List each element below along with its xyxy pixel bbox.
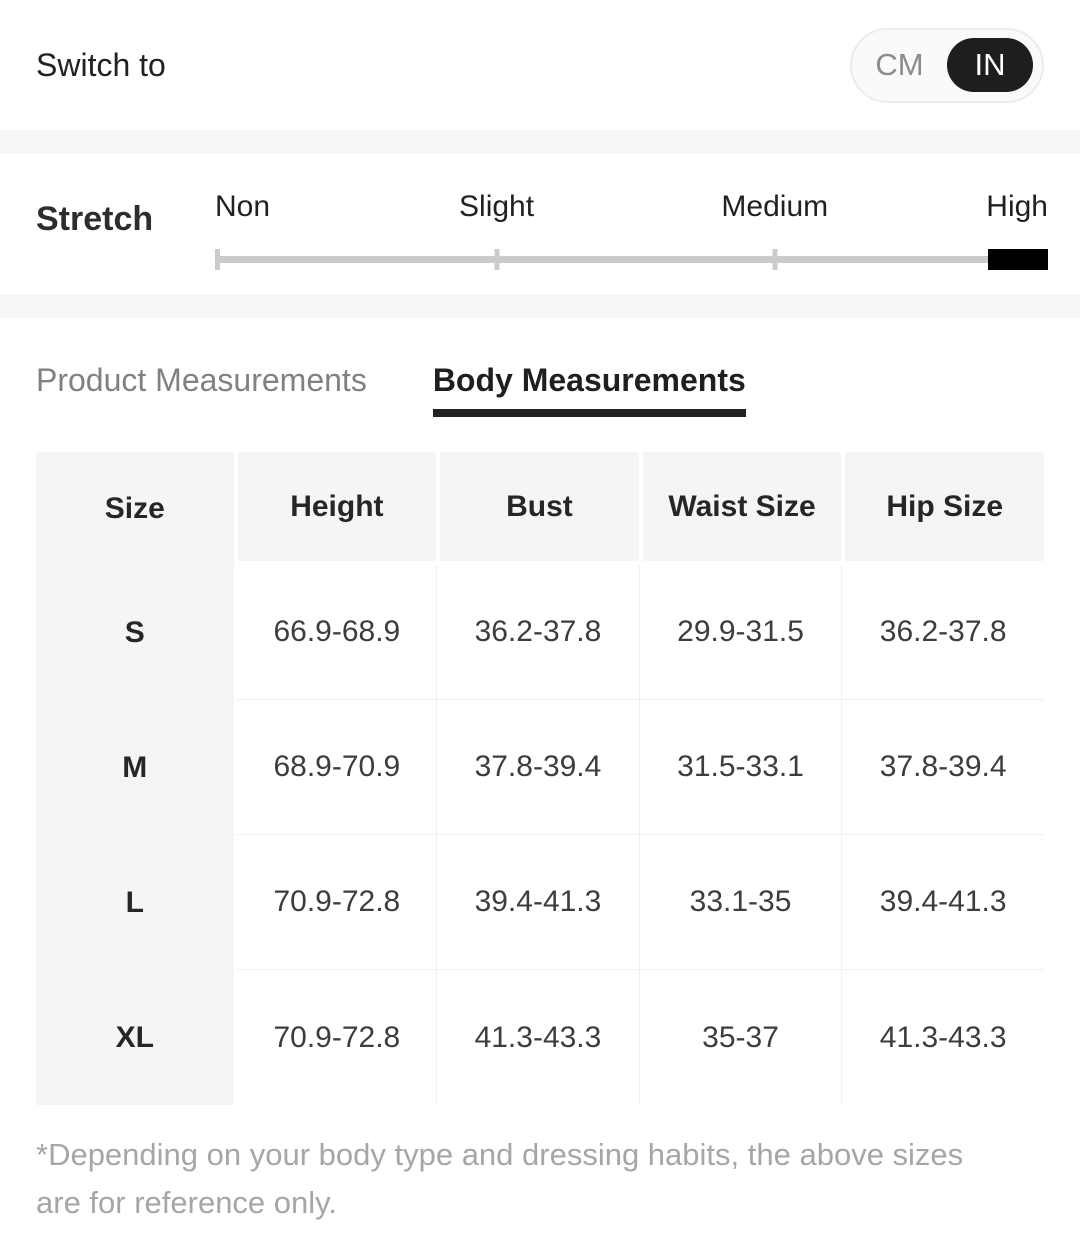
hip-cell: 36.2-37.8: [841, 565, 1044, 700]
height-cell: 68.9-70.9: [234, 700, 437, 835]
size-chart-table: [36, 452, 1044, 1105]
size-table-container: [0, 452, 1080, 1105]
stretch-slider: [215, 154, 1048, 294]
column-header-height: Height: [234, 452, 437, 565]
size-cell: S: [36, 565, 234, 700]
column-header-hip: Hip Size: [841, 452, 1044, 565]
stretch-selected-indicator: [988, 249, 1048, 270]
size-cell: XL: [36, 970, 234, 1105]
stretch-level-medium: Medium: [721, 190, 829, 223]
unit-option-cm[interactable]: CM: [875, 47, 924, 82]
waist-cell: 35-37: [639, 970, 842, 1105]
bust-cell: 37.8-39.4: [436, 700, 639, 835]
waist-cell: 33.1-35: [639, 835, 842, 970]
waist-cell: 31.5-33.1: [639, 700, 842, 835]
section-divider-bottom: [0, 294, 1080, 318]
stretch-tick: [772, 249, 777, 270]
size-cell: M: [36, 700, 234, 835]
table-row: [36, 835, 1044, 970]
stretch-level-slight: Slight: [459, 190, 535, 223]
stretch-tick: [494, 249, 499, 270]
hip-cell: 37.8-39.4: [841, 700, 1044, 835]
table-row: [36, 700, 1044, 835]
bust-cell: 41.3-43.3: [436, 970, 639, 1105]
stretch-track: [215, 256, 1048, 263]
unit-option-in[interactable]: IN: [947, 38, 1033, 92]
height-cell: 66.9-68.9: [234, 565, 437, 700]
hip-cell: 39.4-41.3: [841, 835, 1044, 970]
stretch-level-labels: [215, 190, 1048, 226]
stretch-tick: [215, 249, 220, 270]
bust-cell: 36.2-37.8: [436, 565, 639, 700]
stretch-level-non: Non: [215, 190, 271, 223]
height-cell: 70.9-72.8: [234, 835, 437, 970]
size-disclaimer-note: *Depending on your body type and dressing habits, the above sizes are for reference only.: [36, 1137, 964, 1220]
unit-switch-bar: [0, 0, 1080, 130]
tab-product-measurements[interactable]: Product Measurements: [36, 362, 367, 398]
table-row: [36, 565, 1044, 700]
column-header-waist: Waist Size: [639, 452, 842, 565]
switch-to-label: Switch to: [36, 46, 166, 83]
hip-cell: 41.3-43.3: [841, 970, 1044, 1105]
section-divider-top: [0, 130, 1080, 154]
column-header-size: Size: [36, 452, 234, 565]
bust-cell: 39.4-41.3: [436, 835, 639, 970]
table-header-row: [36, 452, 1044, 565]
table-row: [36, 970, 1044, 1105]
height-cell: 70.9-72.8: [234, 970, 437, 1105]
stretch-label: Stretch: [36, 200, 154, 238]
measurement-tabs: [0, 362, 1080, 417]
column-header-bust: Bust: [436, 452, 639, 565]
waist-cell: 29.9-31.5: [639, 565, 842, 700]
size-cell: L: [36, 835, 234, 970]
stretch-section: [0, 154, 1080, 294]
unit-toggle[interactable]: [850, 28, 1044, 103]
tab-body-measurements[interactable]: Body Measurements: [433, 362, 746, 417]
stretch-level-high: High: [986, 190, 1048, 223]
